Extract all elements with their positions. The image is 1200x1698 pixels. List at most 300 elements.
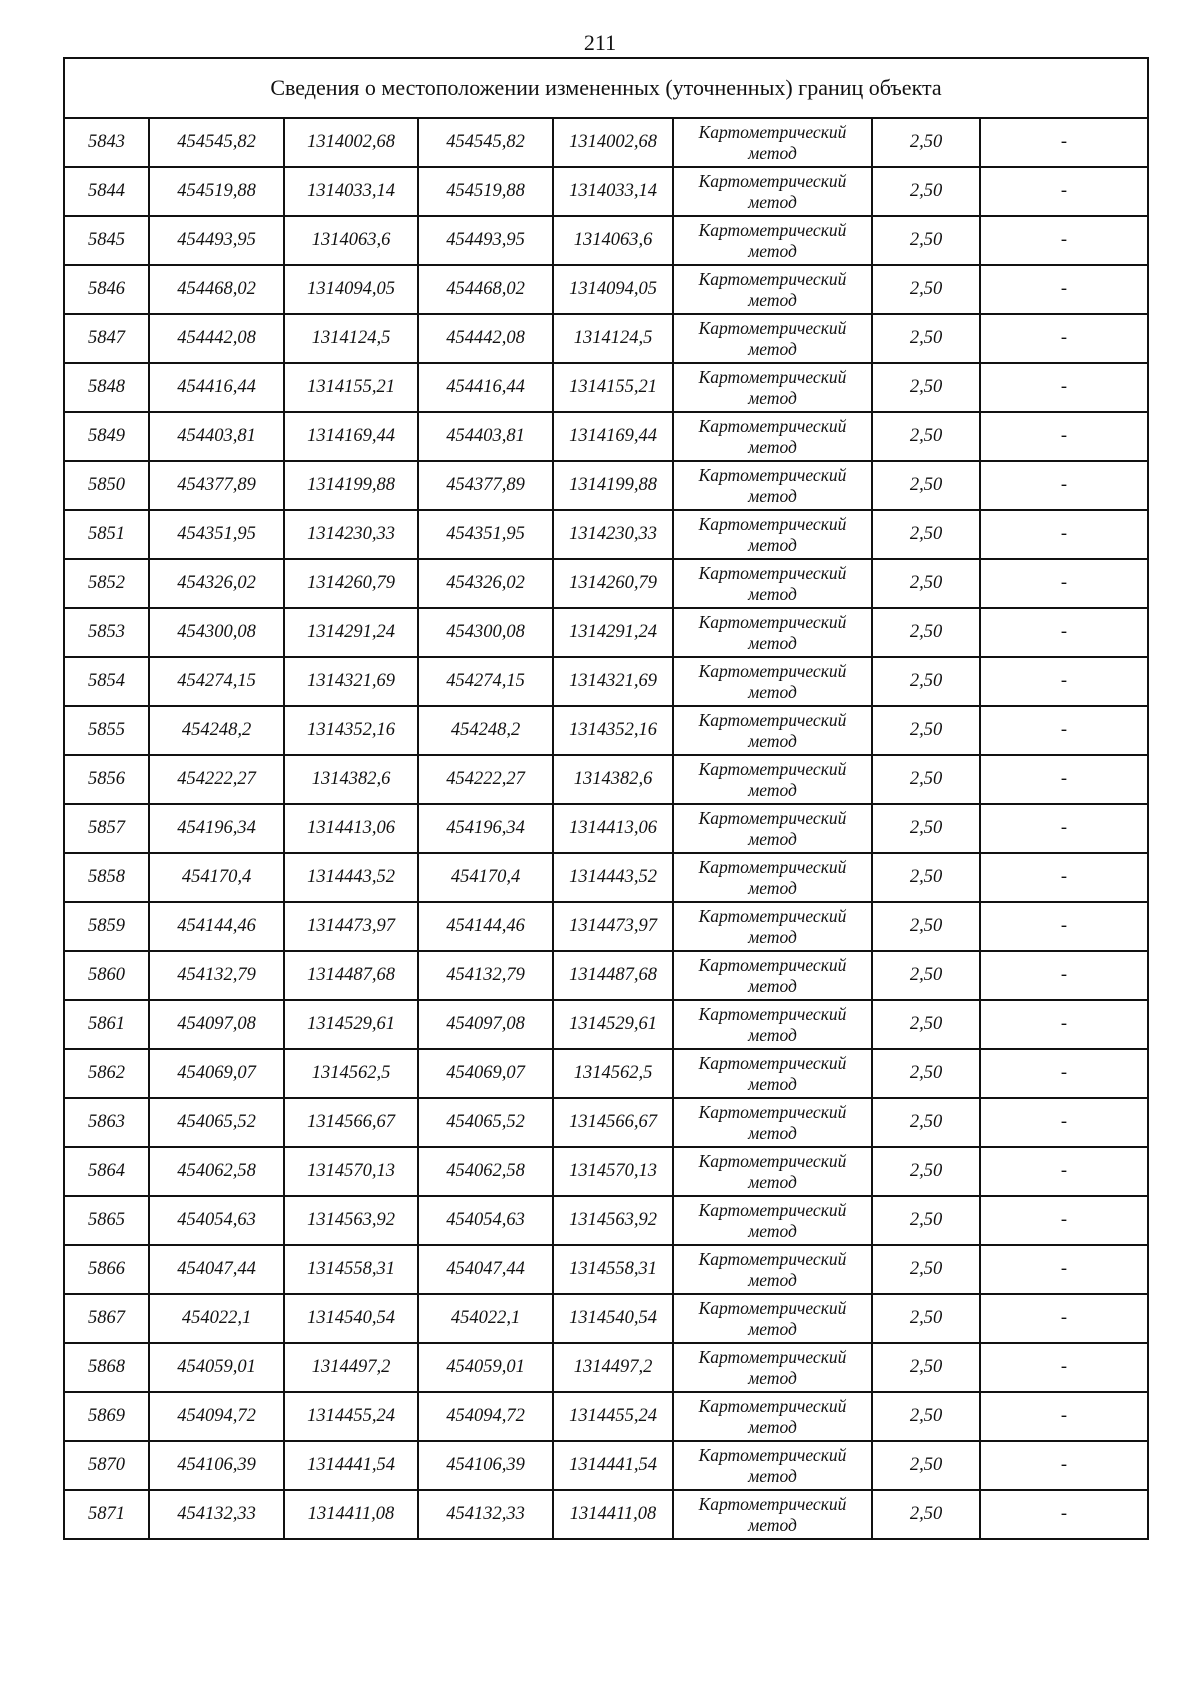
x-new-cell: 454059,01	[418, 1343, 553, 1392]
method-line-2: метод	[748, 730, 797, 751]
method-cell	[673, 412, 872, 461]
table-row	[64, 706, 1148, 755]
method-cell	[673, 804, 872, 853]
x-new-cell: 454222,27	[418, 755, 553, 804]
y-new-cell: 1314563,92	[553, 1196, 673, 1245]
method-cell	[673, 265, 872, 314]
point-number-cell: 5860	[64, 951, 149, 1000]
x-old-cell: 454062,58	[149, 1147, 284, 1196]
y-old-cell: 1314094,05	[284, 265, 418, 314]
method-cell	[673, 167, 872, 216]
method-line-1: Картометрический	[698, 219, 847, 240]
method-line-1: Картометрический	[698, 1248, 847, 1269]
method-line-2: метод	[748, 1220, 797, 1241]
accuracy-cell: 2,50	[872, 118, 980, 167]
x-old-cell: 454493,95	[149, 216, 284, 265]
y-old-cell: 1314441,54	[284, 1441, 418, 1490]
y-old-cell: 1314411,08	[284, 1490, 418, 1539]
method-cell	[673, 1049, 872, 1098]
x-new-cell: 454047,44	[418, 1245, 553, 1294]
y-old-cell: 1314199,88	[284, 461, 418, 510]
mark-cell: -	[980, 1098, 1148, 1147]
point-number-cell: 5868	[64, 1343, 149, 1392]
table-row	[64, 1245, 1148, 1294]
method-cell	[673, 1000, 872, 1049]
y-old-cell: 1314562,5	[284, 1049, 418, 1098]
y-old-cell: 1314473,97	[284, 902, 418, 951]
point-number-cell: 5851	[64, 510, 149, 559]
point-number-cell: 5869	[64, 1392, 149, 1441]
point-number-cell: 5867	[64, 1294, 149, 1343]
point-number-cell: 5862	[64, 1049, 149, 1098]
point-number-cell: 5855	[64, 706, 149, 755]
mark-cell: -	[980, 853, 1148, 902]
mark-cell: -	[980, 265, 1148, 314]
method-line-1: Картометрический	[698, 1346, 847, 1367]
accuracy-cell: 2,50	[872, 853, 980, 902]
y-old-cell: 1314382,6	[284, 755, 418, 804]
table-row	[64, 510, 1148, 559]
accuracy-cell: 2,50	[872, 902, 980, 951]
method-cell	[673, 1490, 872, 1539]
method-line-1: Картометрический	[698, 660, 847, 681]
y-new-cell: 1314033,14	[553, 167, 673, 216]
mark-cell: -	[980, 1000, 1148, 1049]
point-number-cell: 5864	[64, 1147, 149, 1196]
point-number-cell: 5843	[64, 118, 149, 167]
method-cell	[673, 118, 872, 167]
table-row	[64, 951, 1148, 1000]
mark-cell: -	[980, 1196, 1148, 1245]
method-line-1: Картометрический	[698, 905, 847, 926]
y-new-cell: 1314455,24	[553, 1392, 673, 1441]
table-row	[64, 1196, 1148, 1245]
x-new-cell: 454248,2	[418, 706, 553, 755]
method-line-2: метод	[748, 681, 797, 702]
mark-cell: -	[980, 1245, 1148, 1294]
x-new-cell: 454377,89	[418, 461, 553, 510]
method-cell	[673, 1147, 872, 1196]
method-line-1: Картометрический	[698, 807, 847, 828]
y-new-cell: 1314497,2	[553, 1343, 673, 1392]
point-number-cell: 5853	[64, 608, 149, 657]
y-new-cell: 1314382,6	[553, 755, 673, 804]
y-new-cell: 1314063,6	[553, 216, 673, 265]
y-new-cell: 1314260,79	[553, 559, 673, 608]
y-old-cell: 1314443,52	[284, 853, 418, 902]
x-new-cell: 454274,15	[418, 657, 553, 706]
x-new-cell: 454326,02	[418, 559, 553, 608]
x-new-cell: 454054,63	[418, 1196, 553, 1245]
mark-cell: -	[980, 559, 1148, 608]
method-cell	[673, 510, 872, 559]
point-number-cell: 5856	[64, 755, 149, 804]
method-cell	[673, 461, 872, 510]
method-cell	[673, 853, 872, 902]
method-line-2: метод	[748, 534, 797, 555]
accuracy-cell: 2,50	[872, 706, 980, 755]
method-line-1: Картометрический	[698, 121, 847, 142]
x-old-cell: 454222,27	[149, 755, 284, 804]
y-old-cell: 1314487,68	[284, 951, 418, 1000]
y-old-cell: 1314529,61	[284, 1000, 418, 1049]
point-number-cell: 5845	[64, 216, 149, 265]
boundary-coordinates-table	[63, 57, 1149, 1540]
method-line-2: метод	[748, 1073, 797, 1094]
x-old-cell: 454132,33	[149, 1490, 284, 1539]
y-old-cell: 1314497,2	[284, 1343, 418, 1392]
y-new-cell: 1314199,88	[553, 461, 673, 510]
method-cell	[673, 1441, 872, 1490]
mark-cell: -	[980, 1490, 1148, 1539]
x-old-cell: 454059,01	[149, 1343, 284, 1392]
method-line-2: метод	[748, 1269, 797, 1290]
x-old-cell: 454022,1	[149, 1294, 284, 1343]
table-row	[64, 265, 1148, 314]
x-new-cell: 454062,58	[418, 1147, 553, 1196]
table-row	[64, 1392, 1148, 1441]
method-line-2: метод	[748, 583, 797, 604]
table-row	[64, 412, 1148, 461]
x-old-cell: 454416,44	[149, 363, 284, 412]
method-line-2: метод	[748, 1416, 797, 1437]
table-row	[64, 657, 1148, 706]
method-line-2: метод	[748, 338, 797, 359]
method-line-1: Картометрический	[698, 464, 847, 485]
method-cell	[673, 314, 872, 363]
x-new-cell: 454106,39	[418, 1441, 553, 1490]
x-new-cell: 454493,95	[418, 216, 553, 265]
method-line-1: Картометрический	[698, 513, 847, 534]
x-old-cell: 454106,39	[149, 1441, 284, 1490]
y-old-cell: 1314063,6	[284, 216, 418, 265]
point-number-cell: 5846	[64, 265, 149, 314]
y-new-cell: 1314411,08	[553, 1490, 673, 1539]
y-new-cell: 1314540,54	[553, 1294, 673, 1343]
mark-cell: -	[980, 167, 1148, 216]
point-number-cell: 5861	[64, 1000, 149, 1049]
method-line-2: метод	[748, 1465, 797, 1486]
x-new-cell: 454468,02	[418, 265, 553, 314]
table-row	[64, 608, 1148, 657]
mark-cell: -	[980, 461, 1148, 510]
y-new-cell: 1314352,16	[553, 706, 673, 755]
accuracy-cell: 2,50	[872, 1000, 980, 1049]
y-old-cell: 1314124,5	[284, 314, 418, 363]
method-line-2: метод	[748, 1514, 797, 1535]
accuracy-cell: 2,50	[872, 1441, 980, 1490]
point-number-cell: 5870	[64, 1441, 149, 1490]
x-old-cell: 454274,15	[149, 657, 284, 706]
method-line-1: Картометрический	[698, 709, 847, 730]
table-row	[64, 902, 1148, 951]
mark-cell: -	[980, 1441, 1148, 1490]
method-line-1: Картометрический	[698, 1101, 847, 1122]
method-line-2: метод	[748, 436, 797, 457]
y-new-cell: 1314321,69	[553, 657, 673, 706]
method-cell	[673, 902, 872, 951]
mark-cell: -	[980, 1049, 1148, 1098]
y-new-cell: 1314230,33	[553, 510, 673, 559]
method-line-1: Картометрический	[698, 856, 847, 877]
point-number-cell: 5858	[64, 853, 149, 902]
accuracy-cell: 2,50	[872, 461, 980, 510]
method-line-2: метод	[748, 1318, 797, 1339]
y-old-cell: 1314260,79	[284, 559, 418, 608]
method-cell	[673, 1294, 872, 1343]
accuracy-cell: 2,50	[872, 363, 980, 412]
point-number-cell: 5863	[64, 1098, 149, 1147]
y-old-cell: 1314230,33	[284, 510, 418, 559]
method-line-1: Картометрический	[698, 1297, 847, 1318]
y-old-cell: 1314352,16	[284, 706, 418, 755]
method-line-1: Картометрический	[698, 1003, 847, 1024]
y-old-cell: 1314566,67	[284, 1098, 418, 1147]
x-old-cell: 454047,44	[149, 1245, 284, 1294]
y-new-cell: 1314124,5	[553, 314, 673, 363]
x-old-cell: 454196,34	[149, 804, 284, 853]
x-old-cell: 454403,81	[149, 412, 284, 461]
method-line-1: Картометрический	[698, 415, 847, 436]
accuracy-cell: 2,50	[872, 167, 980, 216]
method-line-2: метод	[748, 975, 797, 996]
table-row	[64, 167, 1148, 216]
accuracy-cell: 2,50	[872, 804, 980, 853]
mark-cell: -	[980, 902, 1148, 951]
y-new-cell: 1314473,97	[553, 902, 673, 951]
mark-cell: -	[980, 706, 1148, 755]
table-row	[64, 314, 1148, 363]
method-line-2: метод	[748, 1171, 797, 1192]
x-old-cell: 454519,88	[149, 167, 284, 216]
y-new-cell: 1314169,44	[553, 412, 673, 461]
accuracy-cell: 2,50	[872, 1294, 980, 1343]
accuracy-cell: 2,50	[872, 314, 980, 363]
x-new-cell: 454097,08	[418, 1000, 553, 1049]
mark-cell: -	[980, 755, 1148, 804]
method-cell	[673, 951, 872, 1000]
y-old-cell: 1314169,44	[284, 412, 418, 461]
mark-cell: -	[980, 804, 1148, 853]
point-number-cell: 5871	[64, 1490, 149, 1539]
table-row	[64, 853, 1148, 902]
y-old-cell: 1314033,14	[284, 167, 418, 216]
method-line-2: метод	[748, 289, 797, 310]
method-line-2: метод	[748, 1122, 797, 1143]
point-number-cell: 5844	[64, 167, 149, 216]
method-line-1: Картометрический	[698, 317, 847, 338]
y-new-cell: 1314570,13	[553, 1147, 673, 1196]
x-new-cell: 454196,34	[418, 804, 553, 853]
y-old-cell: 1314002,68	[284, 118, 418, 167]
x-new-cell: 454300,08	[418, 608, 553, 657]
point-number-cell: 5854	[64, 657, 149, 706]
method-cell	[673, 1196, 872, 1245]
x-old-cell: 454144,46	[149, 902, 284, 951]
table-row	[64, 755, 1148, 804]
y-old-cell: 1314563,92	[284, 1196, 418, 1245]
method-line-1: Картометрический	[698, 954, 847, 975]
table-row	[64, 1490, 1148, 1539]
accuracy-cell: 2,50	[872, 755, 980, 804]
x-new-cell: 454132,33	[418, 1490, 553, 1539]
table-row	[64, 559, 1148, 608]
method-line-1: Картометрический	[698, 1052, 847, 1073]
x-new-cell: 454069,07	[418, 1049, 553, 1098]
y-old-cell: 1314540,54	[284, 1294, 418, 1343]
accuracy-cell: 2,50	[872, 412, 980, 461]
x-new-cell: 454442,08	[418, 314, 553, 363]
x-new-cell: 454132,79	[418, 951, 553, 1000]
method-line-1: Картометрический	[698, 1493, 847, 1514]
y-new-cell: 1314413,06	[553, 804, 673, 853]
x-old-cell: 454468,02	[149, 265, 284, 314]
point-number-cell: 5849	[64, 412, 149, 461]
table-row	[64, 1147, 1148, 1196]
accuracy-cell: 2,50	[872, 608, 980, 657]
y-new-cell: 1314558,31	[553, 1245, 673, 1294]
x-old-cell: 454065,52	[149, 1098, 284, 1147]
y-old-cell: 1314321,69	[284, 657, 418, 706]
x-new-cell: 454519,88	[418, 167, 553, 216]
method-line-2: метод	[748, 877, 797, 898]
mark-cell: -	[980, 216, 1148, 265]
table-title-row	[64, 58, 1148, 118]
x-old-cell: 454170,4	[149, 853, 284, 902]
table-title: Сведения о местоположении измененных (уточненных) границ объекта	[64, 58, 1148, 118]
mark-cell: -	[980, 951, 1148, 1000]
y-old-cell: 1314558,31	[284, 1245, 418, 1294]
y-new-cell: 1314487,68	[553, 951, 673, 1000]
y-new-cell: 1314291,24	[553, 608, 673, 657]
y-old-cell: 1314455,24	[284, 1392, 418, 1441]
x-old-cell: 454248,2	[149, 706, 284, 755]
accuracy-cell: 2,50	[872, 1196, 980, 1245]
table-row	[64, 118, 1148, 167]
method-line-2: метод	[748, 1367, 797, 1388]
accuracy-cell: 2,50	[872, 1245, 980, 1294]
method-line-1: Картометрический	[698, 1150, 847, 1171]
method-line-1: Картометрический	[698, 268, 847, 289]
y-new-cell: 1314529,61	[553, 1000, 673, 1049]
method-cell	[673, 216, 872, 265]
method-cell	[673, 559, 872, 608]
point-number-cell: 5866	[64, 1245, 149, 1294]
method-cell	[673, 657, 872, 706]
x-new-cell: 454144,46	[418, 902, 553, 951]
accuracy-cell: 2,50	[872, 1392, 980, 1441]
mark-cell: -	[980, 1392, 1148, 1441]
table-row	[64, 804, 1148, 853]
x-new-cell: 454170,4	[418, 853, 553, 902]
mark-cell: -	[980, 1343, 1148, 1392]
y-new-cell: 1314566,67	[553, 1098, 673, 1147]
point-number-cell: 5859	[64, 902, 149, 951]
method-line-1: Картометрический	[698, 611, 847, 632]
method-line-2: метод	[748, 926, 797, 947]
method-cell	[673, 363, 872, 412]
mark-cell: -	[980, 1294, 1148, 1343]
y-old-cell: 1314570,13	[284, 1147, 418, 1196]
method-line-2: метод	[748, 142, 797, 163]
table-row	[64, 216, 1148, 265]
x-new-cell: 454351,95	[418, 510, 553, 559]
method-line-2: метод	[748, 632, 797, 653]
mark-cell: -	[980, 363, 1148, 412]
x-old-cell: 454054,63	[149, 1196, 284, 1245]
accuracy-cell: 2,50	[872, 216, 980, 265]
x-old-cell: 454326,02	[149, 559, 284, 608]
x-new-cell: 454545,82	[418, 118, 553, 167]
method-line-1: Картометрический	[698, 562, 847, 583]
accuracy-cell: 2,50	[872, 1098, 980, 1147]
table-row	[64, 461, 1148, 510]
method-line-2: метод	[748, 779, 797, 800]
method-cell	[673, 706, 872, 755]
x-old-cell: 454300,08	[149, 608, 284, 657]
y-old-cell: 1314413,06	[284, 804, 418, 853]
method-cell	[673, 755, 872, 804]
accuracy-cell: 2,50	[872, 510, 980, 559]
x-old-cell: 454097,08	[149, 1000, 284, 1049]
point-number-cell: 5852	[64, 559, 149, 608]
table-row	[64, 363, 1148, 412]
mark-cell: -	[980, 412, 1148, 461]
x-new-cell: 454022,1	[418, 1294, 553, 1343]
accuracy-cell: 2,50	[872, 951, 980, 1000]
y-new-cell: 1314562,5	[553, 1049, 673, 1098]
accuracy-cell: 2,50	[872, 559, 980, 608]
table-row	[64, 1294, 1148, 1343]
mark-cell: -	[980, 608, 1148, 657]
accuracy-cell: 2,50	[872, 1147, 980, 1196]
method-line-1: Картометрический	[698, 170, 847, 191]
point-number-cell: 5850	[64, 461, 149, 510]
point-number-cell: 5865	[64, 1196, 149, 1245]
table-row	[64, 1098, 1148, 1147]
table-row	[64, 1343, 1148, 1392]
x-new-cell: 454416,44	[418, 363, 553, 412]
method-cell	[673, 1343, 872, 1392]
mark-cell: -	[980, 1147, 1148, 1196]
method-line-2: метод	[748, 191, 797, 212]
mark-cell: -	[980, 118, 1148, 167]
method-line-2: метод	[748, 1024, 797, 1045]
accuracy-cell: 2,50	[872, 657, 980, 706]
x-new-cell: 454403,81	[418, 412, 553, 461]
method-line-1: Картометрический	[698, 1444, 847, 1465]
page-number: 211	[583, 30, 617, 55]
method-line-2: метод	[748, 828, 797, 849]
y-new-cell: 1314155,21	[553, 363, 673, 412]
accuracy-cell: 2,50	[872, 1049, 980, 1098]
method-cell	[673, 1098, 872, 1147]
method-line-1: Картометрический	[698, 758, 847, 779]
x-old-cell: 454094,72	[149, 1392, 284, 1441]
y-old-cell: 1314291,24	[284, 608, 418, 657]
y-new-cell: 1314094,05	[553, 265, 673, 314]
table-row	[64, 1000, 1148, 1049]
accuracy-cell: 2,50	[872, 265, 980, 314]
x-old-cell: 454377,89	[149, 461, 284, 510]
y-new-cell: 1314002,68	[553, 118, 673, 167]
x-old-cell: 454069,07	[149, 1049, 284, 1098]
table-row	[64, 1049, 1148, 1098]
method-line-2: метод	[748, 485, 797, 506]
method-cell	[673, 1245, 872, 1294]
x-new-cell: 454094,72	[418, 1392, 553, 1441]
accuracy-cell: 2,50	[872, 1343, 980, 1392]
